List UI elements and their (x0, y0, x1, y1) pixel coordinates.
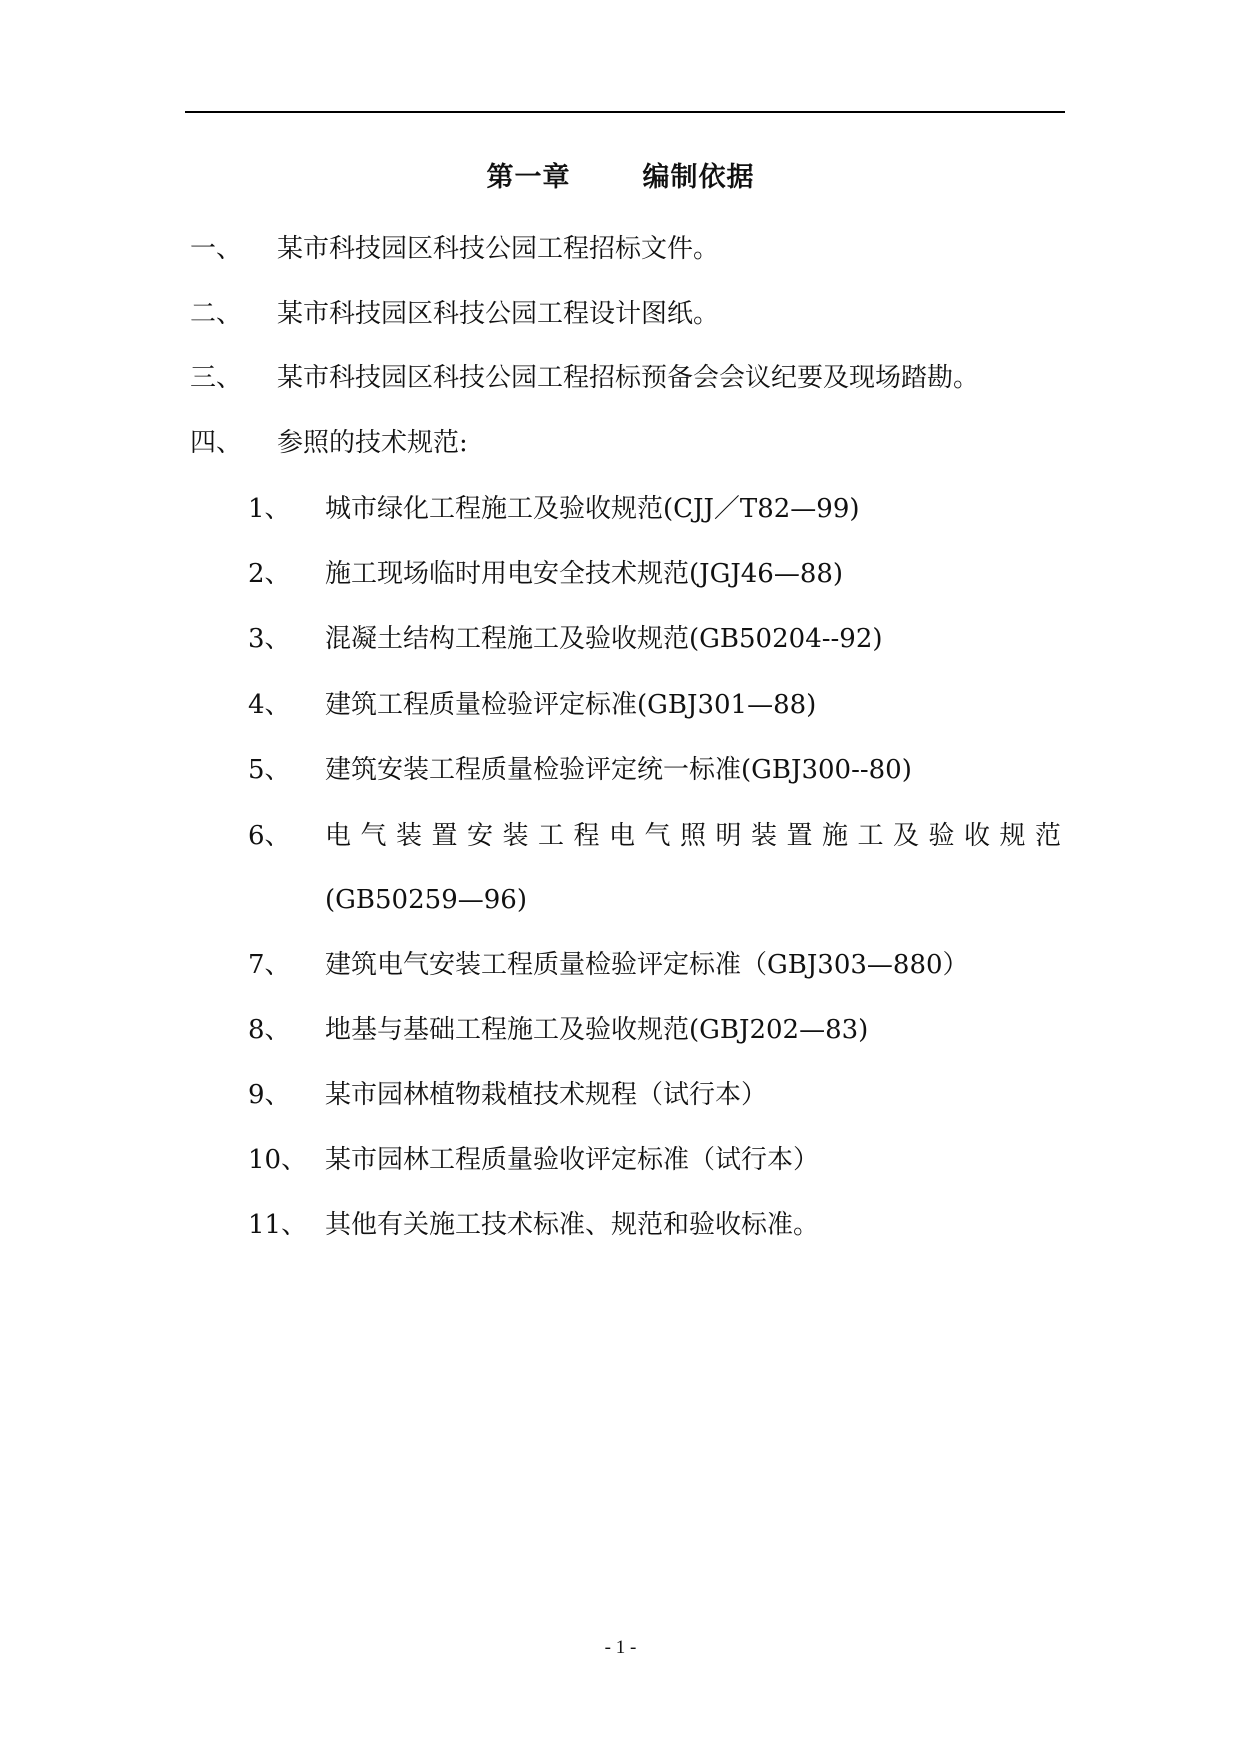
standard-item-text: 混凝土结构工程施工及验收规范(GB50204--92) (325, 624, 883, 654)
standard-item-text: 其他有关施工技术标准、规范和验收标准。 (325, 1210, 820, 1240)
standard-item-text: 地基与基础工程施工及验收规范(GBJ202—83) (325, 1015, 869, 1045)
standard-item-number: 10、 (248, 1145, 308, 1175)
standard-item-number: 1、 (248, 494, 291, 524)
standard-item-number: 7、 (248, 950, 291, 980)
basis-item-number: 三、 (190, 363, 243, 393)
standard-item-text: 城市绿化工程施工及验收规范(CJJ／T82—99) (325, 494, 860, 524)
chapter-heading: 编制依据 (642, 162, 755, 193)
standard-item-text: 某市园林植物栽植技术规程（试行本） (325, 1080, 768, 1110)
standard-item-text: 建筑电气安装工程质量检验评定标准（GBJ303—880） (325, 950, 969, 980)
page-number: - 1 - (604, 1637, 637, 1658)
standard-item-number: 2、 (248, 559, 291, 589)
standard-item-text: 某市园林工程质量验收评定标准（试行本） (325, 1145, 820, 1175)
basis-item-number: 四、 (190, 428, 243, 458)
header-rule (185, 111, 1065, 113)
chapter-number: 第一章 (486, 162, 571, 193)
standard-item-text: 建筑工程质量检验评定标准(GBJ301—88) (325, 690, 817, 720)
basis-item-text: 某市科技园区科技公园工程招标文件。 (277, 234, 720, 264)
basis-item-text: 某市科技园区科技公园工程设计图纸。 (277, 299, 720, 329)
standard-item-text: 电气装置安装工程电气照明装置施工及验收规范 (325, 821, 1071, 851)
basis-item-number: 一、 (190, 234, 243, 264)
basis-item-text: 参照的技术规范: (277, 428, 468, 458)
standard-item-number: 8、 (248, 1015, 291, 1045)
standard-item-number: 11、 (248, 1210, 308, 1240)
standard-item-text: 建筑安装工程质量检验评定统一标准(GBJ300--80) (325, 755, 912, 785)
standard-item-number: 5、 (248, 755, 291, 785)
standard-item-text: 施工现场临时用电安全技术规范(JGJ46—88) (325, 559, 844, 589)
standard-item-text-continued: (GB50259—96) (325, 885, 527, 915)
standard-item-number: 9、 (248, 1080, 291, 1110)
basis-item-number: 二、 (190, 299, 243, 329)
standard-item-number: 3、 (248, 624, 291, 654)
basis-item-text: 某市科技园区科技公园工程招标预备会会议纪要及现场踏勘。 (277, 363, 980, 393)
chapter-title (0, 160, 1241, 196)
standard-item-number: 4、 (248, 690, 291, 720)
standard-item-number: 6、 (248, 821, 291, 851)
